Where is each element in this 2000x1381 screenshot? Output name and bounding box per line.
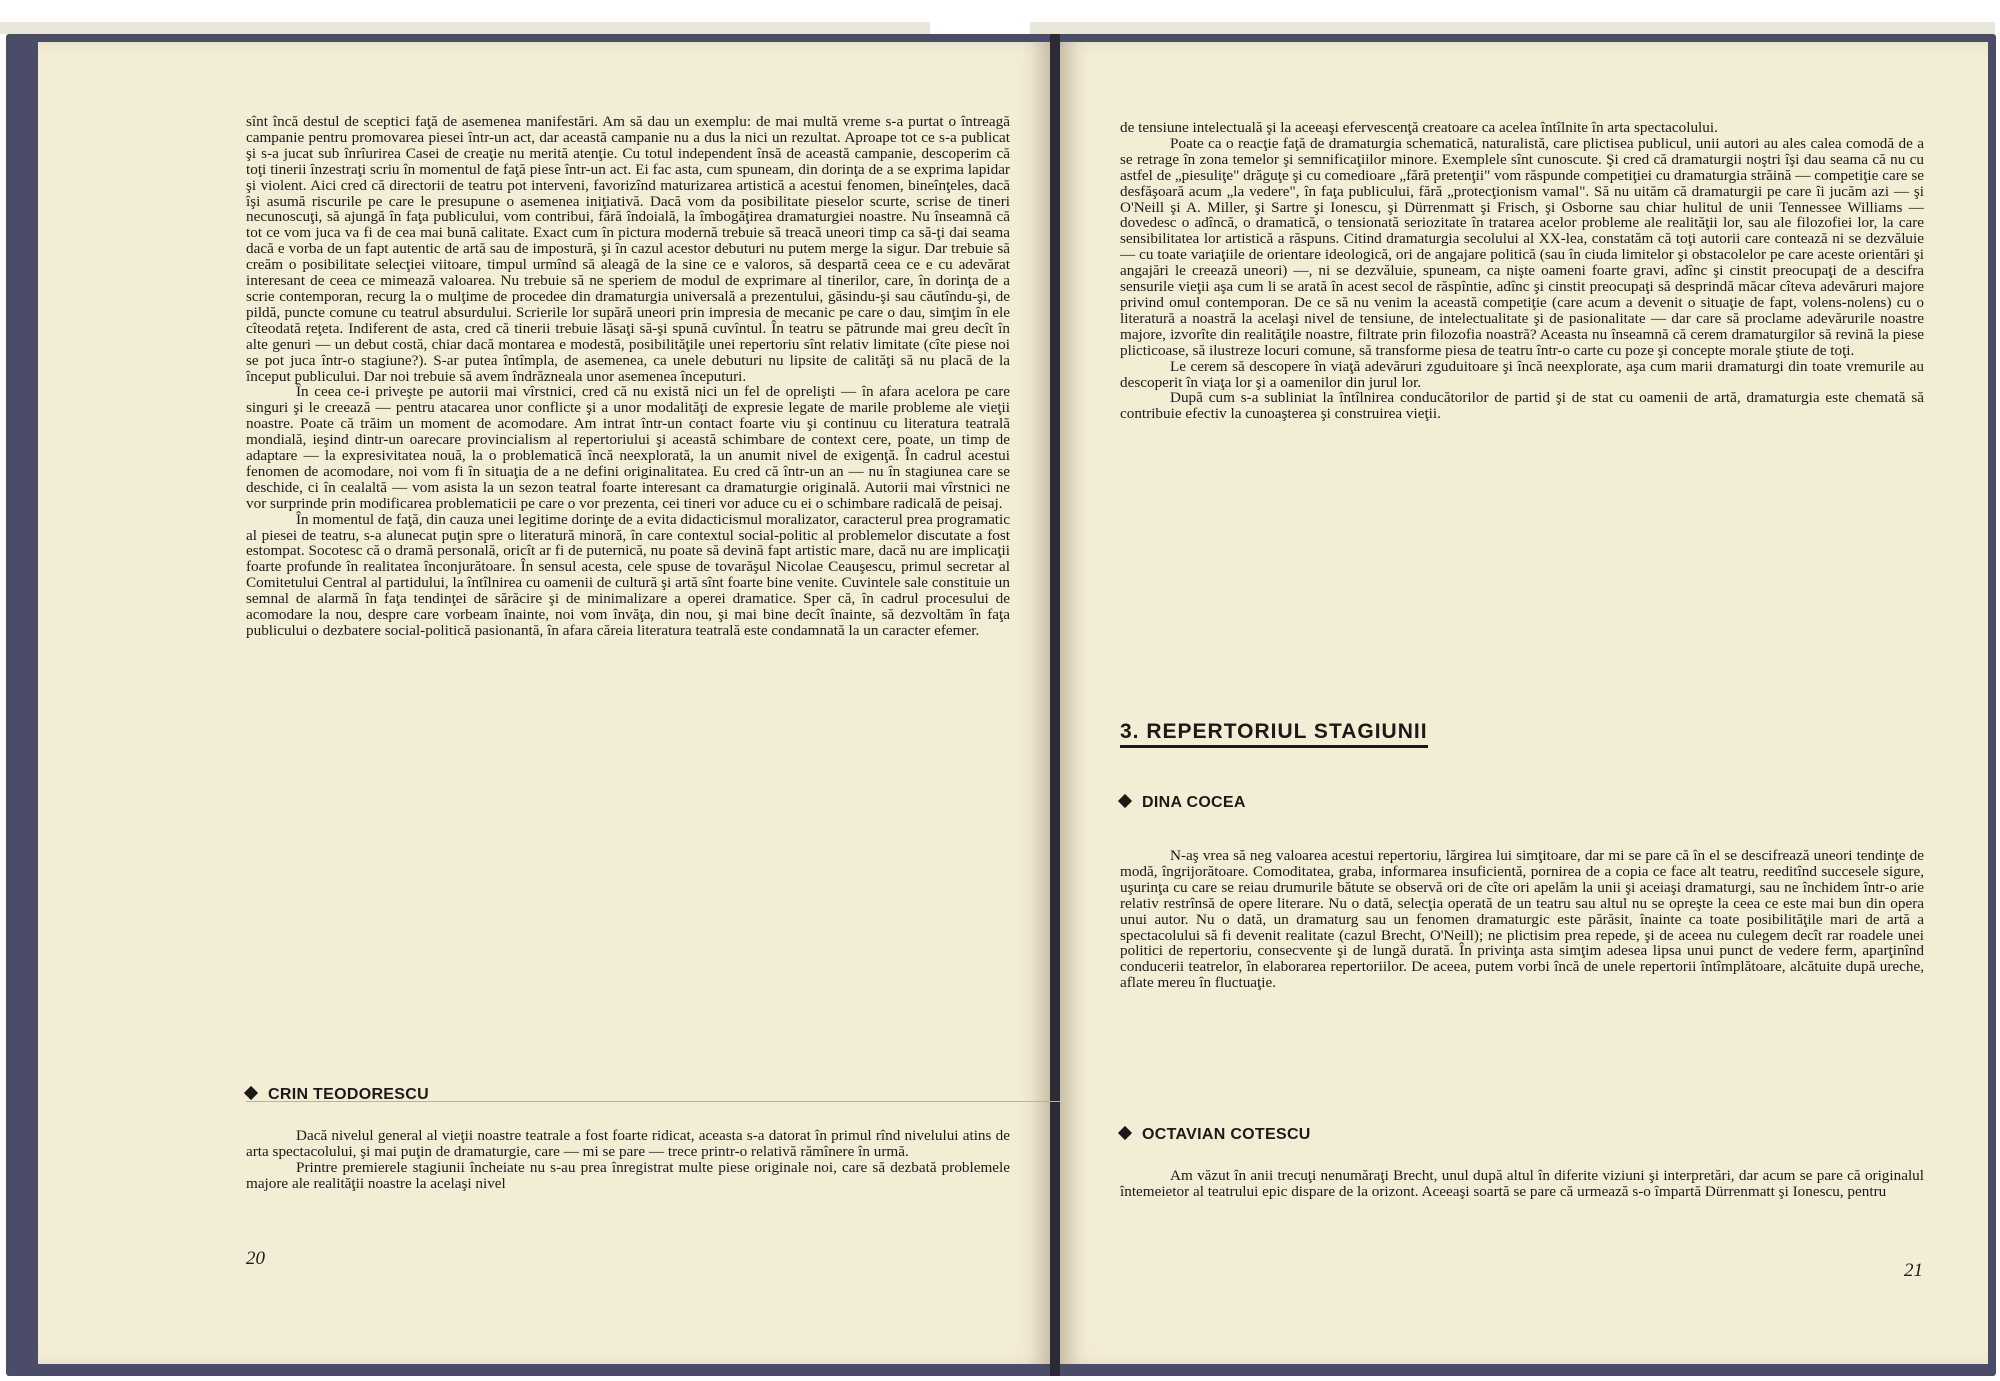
book-gutter	[1050, 34, 1060, 1376]
paragraph: Le cerem să descopere în viaţă adevăruri zguduitoare şi încă neexplorate, aşa cum marii dramaturgi din toate vremurile au descoperit în viaţa lor şi a oamenilor din jurul lor.	[1120, 357, 1924, 391]
right-author2-text	[1120, 1168, 1924, 1200]
author-heading: DINA COCEA	[1120, 794, 1246, 812]
diamond-bullet-icon	[1118, 1126, 1132, 1140]
paragraph: După cum s-a subliniat la întîlnirea conducătorilor de partid şi de stat cu oamenii de artă, dramaturgia este chemată să contribuie efectiv la cunoaşterea şi construirea vieţii.	[1120, 389, 1924, 423]
paragraph: Poate ca o reacţie faţă de dramaturgia schematică, naturalistă, care plictisea publicul, unii autori au ales calea comodă de a se retrage în zona temelor şi semnificaţiilor minore. Exemplele sînt cunoscute. Şi cred că dramaturgii noştri îşi dau seama că nu cu astfel de „piesuliţe" drăguţe şi cu comedioare „fără pretenţii" vom răspunde competiţiei cu dramaturgia străină — competiţie care se desfăşoară acum „la vedere", în faţa publicului, fără „protecţionism vamal". Să nu uităm că dramaturgii pe care îi jucăm azi — şi O'Neill şi A. Miller, şi Sartre şi Ionescu, şi Dürrenmatt şi Frisch, şi Osborne sau chiar hulitul de unii Tennessee Williams — dovedesc o adîncă, o dramatică, o tensionată seriozitate în tratarea acelor probleme ale realităţii lor, sau ale filozofiei lor, la care sensibilitatea lor artistică a răspuns. Citind dramaturgia secolului al XX-lea, constatăm că toţi autorii care contează ni se dezvăluie — cu toate variaţiile de orientare ideologică, ori de angajare politică (sau în ciuda limitelor şi obstacolelor pe care aceste orientări şi angajări le creează uneori) —, ni se dezvăluie, spuneam, ca nişte oameni foarte gravi, adînc şi cinstit preocupaţi de a descifra sensurile vieţii aşa cum li se arată în acest secol de răspîntie, adînc şi cinstit preocupaţi să desprindă măcar cîteva adevăruri majore privind omul contemporan. De ce să nu venim la această competiţie (care acum a devenit o situaţie de fapt, volens-nolens) cu o literatură a noastră la acelaşi nivel de tensiune, de intelectualitate şi de pasionalitate — dar care să proclame adevărurile noastre majore, izvorîte din realităţile noastre, filtrate prin filozofia noastră? Aceasta nu înseamnă că cerem dramaturgilor să revină la piese plicticoase, să ilustreze locuri comune, să transforme piesa de teatru într-o carte cu poze şi concepte morale ştiute de toţi.	[1120, 134, 1924, 359]
paragraph: În momentul de faţă, din cauza unei legitime dorinţe de a evita didacticismul moralizator, caracterul prea programatic al piesei de teatru, s-a alunecat puţin spre o literatură minoră, în care contextul social-politic al problemelor discutate a fost estompat. Socotesc că o dramă personală, oricît ar fi de puternică, nu poate să devină fapt artistic mare, dacă nu are implicaţii foarte profunde în realitatea înconjurătoare. În sensul acesta, cele spuse de tovarăşul Nicolae Ceauşescu, primul secretar al Comitetului Central al partidului, la întîlnirea cu oamenii de cultură şi artă sînt foarte bine venite. Cuvintele sale constituie un semnal de alarmă în faţa tendinţei de sărăcire şi de minimalizare a operei dramatice. Sper că, în cadrul procesului de acomodare la nou, despre care vorbeam înainte, noi vom învăţa, din nou, şi mai bine decît înainte, să dezvoltăm în faţa publicului o dezbatere social-politică pasionantă, în afara căreia literatura teatrală este condamnată la un caracter efemer.	[246, 510, 1010, 639]
paragraph: Dacă nivelul general al vieţii noastre teatrale a fost foarte ridicat, aceasta s-a datorat în primul rînd nivelului atins de arta spectacolului, şi mai puţin de dramaturgie, care — mi se pare — trece printr-o relativă rămînere în urmă.	[246, 1127, 1010, 1160]
right-author1-text	[1120, 848, 1924, 991]
page-edge-tab	[0, 22, 930, 34]
diamond-bullet-icon	[244, 1086, 258, 1100]
paragraph: de tensiune intelectuală şi la aceeaşi efervescenţă creatoare ca acelea întîlnite în arta spectacolului.	[1120, 119, 1718, 136]
diamond-bullet-icon	[1118, 794, 1132, 808]
right-page	[1060, 42, 1988, 1364]
left-author-text	[246, 1128, 1010, 1192]
paragraph: N-aş vrea să neg valoarea acestui repertoriu, lărgirea lui simţitoare, dar mi se pare că în el se descifrează uneori tendinţe de modă, îngrijorătoare. Comoditatea, graba, informarea insuficientă, pornirea de a copia ce face alt teatru, reeditînd succesele sigure, uşurinţa cu care se reiau drumurile bătute se observă ori de cîte ori apelăm la unii şi aceiaşi dramaturgi, sau ne închidem într-o arie relativ restrînsă de opere literare. Nu o dată, selecţia operată de un teatru sau altul nu se opreşte la ceea ce este mai bun din opera unui autor. Nu o dată, un dramaturg sau un fenomen dramaturgic este părăsit, înainte ca toate posibilităţile mari de artă a spectacolului să fi devenit realitate (cazul Brecht, O'Neill); ne plictisim prea repede, şi de aceea nu culegem decît rar roadele unei politici de repertoriu, consecvente şi de lungă durată. În privinţa asta simţim adesea lipsa unui punct de vedere ferm, aparţinînd conducerii teatrelor, în elaborarea repertoriilor. De aceea, putem vorbi încă de unele repertorii întîmplătoare, alcătuite după ureche, aflate mereu în fluctuaţie.	[1120, 847, 1924, 992]
page-number: 21	[1904, 1260, 1923, 1281]
right-main-text	[1120, 120, 1924, 422]
book-spread	[6, 34, 1996, 1376]
paragraph: Printre premierele stagiunii încheiate nu s-au prea înregistrat multe piese originale noi, care să dezbată problemele majore ale realităţii noastre la acelaşi nivel	[246, 1158, 1010, 1192]
author-heading: CRIN TEODORESCU	[246, 1086, 429, 1104]
section-underline	[1120, 745, 1428, 748]
top-edge	[0, 0, 2000, 34]
page-edge-tab	[1030, 22, 1995, 34]
left-main-text	[246, 114, 1010, 639]
page-number: 20	[246, 1248, 265, 1269]
paragraph: Am văzut în anii trecuţi nenumăraţi Brecht, unul după altul în diferite viziuni şi interpretări, dar acum se pare că originalul întemeietor al teatrului epic dispare de la orizont. Aceeaşi soartă se pare că urmează s-o împartă Dürrenmatt şi Ionescu, pentru	[1120, 1167, 1924, 1200]
left-page	[38, 42, 1050, 1364]
section-title: 3. REPERTORIUL STAGIUNII	[1120, 720, 1428, 744]
author-heading: OCTAVIAN COTESCU	[1120, 1126, 1311, 1144]
paragraph: În ceea ce-i priveşte pe autorii mai vîrstnici, cred că nu există nici un fel de oprelişti — în afara acelora pe care singuri şi le creează — pentru atacarea unor conflicte şi a unor modalităţi de expresie legate de marile probleme ale vieţii noastre. Poate că trăim un moment de acomodare. Am intrat într-un contact foarte viu şi continuu cu literatura teatrală mondială, ieşind dintr-un oarecare provincialism al repertoriului şi această schimbare de context cere, poate, un timp de adaptare — la expresivitatea nouă, la o problematică încă neexplorată, la un anumit nivel de exigenţă. În cadrul acestui fenomen de acomodare, noi vom fi în situaţia de a ne defini originalitatea. Eu cred că într-un an — nu în stagiunea care se deschide, ci în cealaltă — vom asista la un sezon teatral foarte interesant ca dramaturgie originală. Autorii mai vîrstnici ne vor surprinde prin modificarea problematicii pe care o vor prezenta, cei tineri vor aduce cu ei o schimbare radicală de peisaj.	[246, 383, 1010, 512]
paragraph: sînt încă destul de sceptici faţă de asemenea manifestări. Am să dau un exemplu: de mai multă vreme s-a purtat o întreagă campanie pentru promovarea piesei într-un act, dar această campanie nu a dus la nici un rezultat. Aproape tot ce s-a publicat şi s-a jucat sub înrîurirea Casei de creaţie nu merită atenţie. Cu totul independent însă de această campanie, descoperim că toţi tinerii înzestraţi scriu în momentul de faţă piese într-un act. Ei fac asta, cum spuneam, din dorinţa de a se exprima lapidar şi violent. Aici cred că directorii de teatru pot interveni, favorizînd maturizarea artistică a acestui fenomen, bineînţeles, dacă îşi asumă riscurile pe care le presupune o asemenea iniţiativă. Dacă vom da posibilitate pieselor scurte, scrise de tineri necunoscuţi, să ajungă în faţa publicului, vom contribui, fără îndoială, la îmbogăţirea dramaturgiei noastre. Nu înseamnă că tot ce vom juca va fi de cea mai bună calitate. Exact cum în pictura modernă trebuie să treacă uneori timp ca să-ţi dai seama dacă e vorba de un fapt autentic de artă sau de impostură, şi în cazul acestor debuturi nu putem merge la sigur. Dar trebuie să creăm o posibilitate selecţiei viitoare, timpul urmînd să aleagă de la sine ce e valoros, să despartă ceea ce e cu adevărat interesant de ceea ce mimează valoarea. Nu trebuie să ne speriem de modul de exprimare al tinerilor, care, în dorinţa de a scrie contemporan, recurg la o mulţime de procedee din dramaturgia universală a prezentului, găsindu-şi sau căutîndu-şi, de pildă, puncte comune cu teatrul absurdului. Scrierile lor supără uneori prin impresia de mecanic pe care o dau, simţim în ele cîteodată reţeta. Indiferent de asta, cred că tinerii trebuie lăsaţi să-şi spună cuvîntul. În teatru se pătrunde mai greu decît în alte genuri — un debut costă, chiar dacă montarea e modestă, posibilităţile unei repertoriu sînt relativ limitate (cîte piese noi se pot juca într-o stagiune?). S-ar putea întîmpla, de asemenea, ca unele debuturi nu lipsite de calităţi să nu placă de la început publicului. Dar noi trebuie să avem îndrăzneala unor asemenea începuturi.	[246, 113, 1010, 385]
